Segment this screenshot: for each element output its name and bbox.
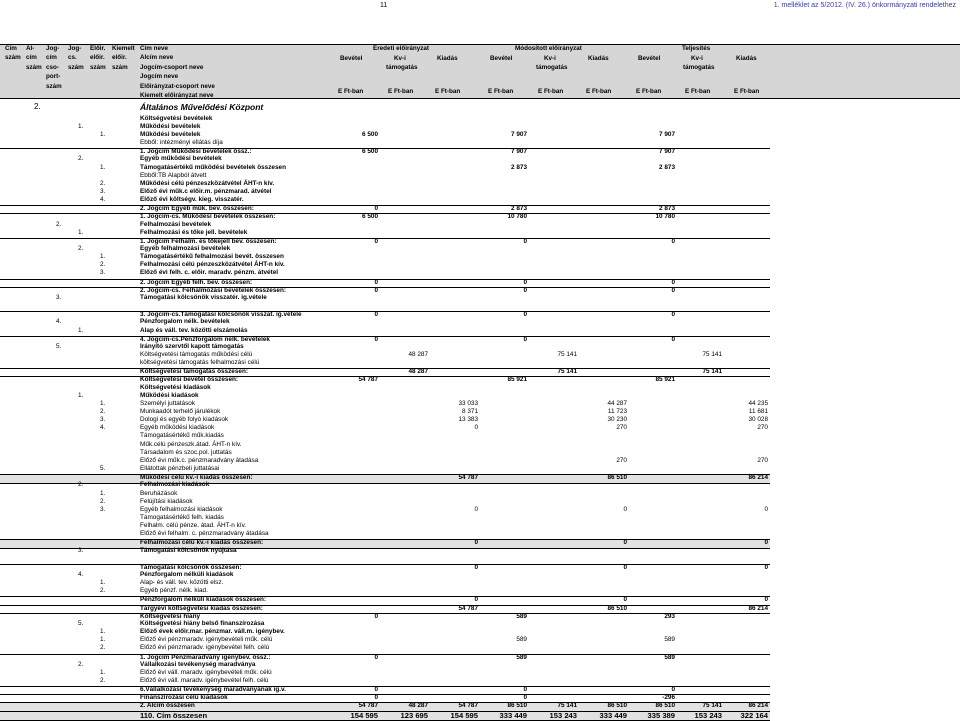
row-label: Alap és váll. tev. közötti elszámolás (140, 326, 248, 334)
table-row (140, 678, 770, 686)
section-number: 2. (34, 102, 41, 111)
table-row (140, 295, 770, 303)
row-value: 75 141 (702, 368, 722, 376)
row-value: 0 (374, 694, 378, 702)
row-number-l3: 2. (100, 408, 106, 415)
row-label: Egyéb felhalmozási bevételek (140, 245, 231, 252)
row-label: 1. Jogcím Működési bevételek össz.: (140, 148, 252, 156)
header-kiadas: Kiadás (437, 54, 458, 62)
row-value: 6 500 (362, 148, 378, 156)
header-bevetel: Bevétel (490, 54, 513, 62)
row-label: Támogatásértékű felh. kiadás (140, 513, 224, 521)
row-number-l3: 1. (100, 130, 106, 138)
header-col2: szám (26, 63, 42, 71)
row-number-l1: 4. (56, 318, 62, 326)
row-label: Ellátottak pénzbeli juttatásai (140, 465, 220, 473)
header-col4: Jog- (68, 45, 82, 52)
row-label: Költségvetési bevételek (140, 114, 213, 122)
header-col1: szám (5, 54, 21, 62)
row-label: Egyéb pénzf. nélk. kiad. (140, 587, 208, 595)
row-label: Támogatási kölcsönök visszatér. ig.vétele (140, 293, 267, 301)
row-value: 6 500 (362, 130, 378, 138)
header-kvi: Kv-i (394, 54, 406, 62)
row-label: Előző évi műk.c. pénzmaradvány átadása (140, 456, 259, 464)
row-number-l1: 2. (56, 220, 62, 228)
row-value: 0 (764, 539, 768, 547)
row-value: 11 723 (607, 408, 627, 415)
row-label: Egyéb működési bevételek (140, 155, 222, 163)
row-value: 0 (671, 286, 675, 294)
table-row (140, 132, 770, 140)
table-row (0, 711, 770, 721)
row-label: 1. Jogcím-cs. Működési bevételek összesen: (140, 213, 276, 221)
row-value: 10 780 (655, 213, 675, 221)
row-label: 2. Jogcím Egyéb műk. bev. összesen: (140, 205, 254, 213)
header-unit: E Ft-ban (388, 88, 414, 95)
row-value: 0 (523, 237, 527, 245)
header-unit: E Ft-ban (636, 88, 662, 95)
row-number-l3: 1. (100, 628, 106, 636)
row-value: 54 787 (358, 376, 378, 384)
row-label: 2. Jogcím-cs. Felhalmozási bevételek összesen: (140, 286, 286, 294)
header-unit: E Ft-ban (435, 88, 461, 95)
row-value: 54 787 (458, 604, 478, 612)
row-label: 3. Jogcím-cs.Támogatási kölcsönök visszat. ig.vétele (140, 311, 302, 319)
table-row (140, 499, 770, 507)
row-label: Felújítási kiadások (140, 497, 193, 505)
row-value: 0 (623, 505, 627, 513)
table-row (140, 360, 770, 368)
row-number-l3: 3. (100, 505, 106, 513)
table-row (140, 270, 770, 278)
annex-note: 1. melléklet az 5/2012. (IV. 26.) önkormányzati rendelethez (773, 2, 956, 9)
table-row (140, 197, 770, 205)
row-number-l3: 2. (100, 587, 106, 595)
row-value: 13 383 (458, 416, 478, 424)
row-label: Felhalmozási és tőke jell. bevételek (140, 228, 248, 236)
header-group-eredeti: Eredeti előirányzat (373, 45, 429, 52)
row-label: 1. Jogcím Pénzmaradvány igénybev. össz.: (140, 653, 271, 661)
row-number-l3: 5. (100, 465, 106, 473)
row-label: Működési bevételek (140, 122, 201, 130)
row-value: 6 500 (362, 213, 378, 221)
row-label: 2. Jogcím Egyéb felh. bev. összesen: (140, 278, 253, 286)
row-value: 0 (523, 286, 527, 294)
row-value: 0 (523, 686, 527, 694)
row-label: 1. Jogcím Felhalm. és tőkejell bev. összesen: (140, 237, 277, 245)
row-number-l3: 2. (100, 644, 106, 652)
header-col5: szám (90, 63, 106, 71)
row-value: 86 510 (507, 702, 527, 710)
row-value: 30 028 (748, 416, 768, 424)
header-unit: E Ft-ban (538, 88, 564, 95)
table-row (140, 531, 770, 539)
row-value: 0 (374, 653, 378, 661)
row-number-l3: 1. (100, 399, 106, 407)
table-row (140, 572, 770, 580)
row-value: 44 287 (607, 399, 627, 407)
row-value: 322 164 (740, 710, 768, 720)
row-label: Ebből: intézményi ellátás díja (140, 139, 223, 147)
table-row (140, 466, 770, 474)
row-value: 153 243 (549, 710, 577, 720)
row-number-l3: 1. (100, 163, 106, 171)
row-value: 0 (523, 278, 527, 286)
row-value: 75 141 (702, 350, 722, 358)
header-name: Alcím neve (140, 54, 174, 62)
row-value: 0 (474, 505, 478, 513)
header-name: Jogcím-csoport neve (140, 63, 204, 71)
row-value: 0 (671, 278, 675, 286)
row-number-l1: 5. (56, 342, 62, 350)
row-number-l2: 2. (78, 155, 84, 163)
row-label: Finanszírozási célú kiadások (140, 694, 228, 702)
table-row (140, 409, 770, 417)
row-number-l2: 2. (78, 660, 84, 668)
table-row (140, 230, 770, 238)
row-label: Költségvetési támogatás összesen: (140, 368, 248, 376)
row-value: 0 (374, 335, 378, 343)
row-value: 0 (523, 311, 527, 319)
table-row (140, 116, 770, 124)
row-value: 0 (623, 563, 627, 571)
row-label: Előző évi pénzmaradv. igénybevétel felh. célú (140, 644, 270, 652)
row-number-l2: 2. (78, 245, 84, 252)
row-number-l3: 3. (100, 187, 106, 195)
row-number-l2: 1. (78, 326, 84, 334)
header-kvi-tamogatas: támogatás (683, 64, 715, 71)
row-value: 86 510 (607, 474, 627, 482)
row-value: 0 (374, 278, 378, 286)
row-label: Előző évi költségv. kieg. visszatér. (140, 196, 244, 204)
row-value: 0 (764, 596, 768, 604)
header-group-modositott: Módosított előirányzat (515, 45, 582, 52)
row-value: 589 (664, 653, 675, 661)
row-value: 54 787 (458, 702, 478, 710)
row-value: 86 214 (748, 604, 768, 612)
row-label: Működési célú kv.-i kiadás összesen: (140, 474, 253, 482)
row-value: 0 (374, 311, 378, 319)
header-kvi: Kv-i (544, 54, 556, 62)
row-label: Költségvetési hiány belső finanszírozása (140, 619, 265, 627)
row-number-l2: 1. (78, 228, 84, 236)
row-value: 10 780 (507, 213, 527, 221)
row-label: Működési bevételek (140, 130, 201, 138)
header-col5: előir. (90, 54, 105, 62)
row-value: 0 (623, 596, 627, 604)
row-value: 0 (671, 335, 675, 343)
row-label: Előző évi felh. c. előir. maradv. pénzm. átvétel (140, 269, 279, 277)
row-value: 75 141 (557, 702, 577, 710)
row-value: 270 (757, 456, 768, 464)
row-number-l2: 1. (78, 122, 84, 130)
table-row (140, 140, 770, 148)
row-label: Egyéb működési kiadások (140, 424, 215, 432)
row-label: költségvetési támogatás felhalmozási célú (140, 359, 260, 367)
row-value: 0 (474, 424, 478, 432)
table-row (140, 124, 770, 132)
row-value: 270 (616, 456, 627, 464)
row-value: 85 921 (507, 376, 527, 384)
row-label: Dologi és egyéb folyó kiadások (140, 416, 229, 424)
row-value: 0 (764, 505, 768, 513)
row-label: Előző évi felhalm. c. pénzmaradvány átadása (140, 530, 269, 538)
row-value: 85 921 (655, 376, 675, 384)
header-kvi-tamogatas: támogatás (386, 64, 418, 71)
row-number-l3: 4. (100, 424, 106, 432)
row-value: 48 287 (408, 702, 428, 710)
header-kvi-tamogatas: támogatás (536, 64, 568, 71)
row-value: 154 595 (450, 710, 478, 720)
header-kvi: Kv-i (691, 54, 703, 62)
row-number-l3: 2. (100, 261, 106, 269)
header-name: Cím neve (140, 45, 168, 52)
table-row (140, 580, 770, 588)
row-label: Működési kiadások (140, 391, 199, 399)
row-label: Ebből:TB Alapból átvett (140, 171, 207, 179)
row-label: Támogatási kölcsönök nyújtása (140, 546, 237, 554)
row-label: Támogatásértékű felhalmozási bevét. összesen (140, 253, 284, 261)
row-label: Pénzforgalom nélküli kiadások összesen: (140, 596, 267, 604)
row-value: 48 287 (408, 350, 428, 358)
row-value: 2 873 (511, 163, 527, 171)
row-value: 0 (474, 596, 478, 604)
row-value: 54 787 (358, 702, 378, 710)
row-label: 6.Vállalkozási tevékenység maradványának ig.v. (140, 686, 286, 694)
row-label: Műk.célú pénzeszk.átad. ÁHT-n kív. (140, 440, 242, 448)
row-label: Társadalom és szoc.pol. juttatás (140, 448, 232, 456)
header-col3: cím (46, 54, 57, 62)
row-value: 0 (374, 286, 378, 294)
row-label: Alap- és váll. tev. közötti elsz. (140, 579, 224, 587)
row-value: 54 787 (458, 474, 478, 482)
table-row (140, 458, 770, 466)
row-value: 7 907 (511, 148, 527, 156)
row-number-l3: 4. (100, 196, 106, 204)
row-label: 110. Cím összesen (140, 710, 208, 720)
row-value: 30 230 (607, 416, 627, 424)
row-value: 154 595 (350, 710, 378, 720)
header-bevetel: Bevétel (340, 54, 363, 62)
section-title: Általános Művelődési Központ (140, 102, 264, 112)
row-number-l2: 3. (78, 546, 84, 554)
table-row (140, 507, 770, 515)
row-value: 86 510 (607, 702, 627, 710)
table-row (140, 393, 770, 401)
row-value: 270 (616, 424, 627, 432)
row-value: -296 (662, 694, 675, 702)
row-value: 75 141 (557, 350, 577, 358)
row-value: 0 (374, 237, 378, 245)
header-col6: szám (112, 63, 128, 71)
row-label: Támogatásértékű műk.kiadás (140, 432, 224, 440)
row-label: Pénzforgalom nélk. bevételek (140, 318, 230, 326)
row-label: Felhalmozási célú kv.-i kiadás összesen: (140, 539, 264, 547)
row-number-l3: 2. (100, 676, 106, 684)
row-number-l3: 2. (100, 179, 106, 187)
row-label: Támogatási kölcsönök összesen: (140, 563, 242, 571)
row-label: Felhalmozási bevételek (140, 220, 212, 228)
row-value: 86 214 (748, 474, 768, 482)
row-label: Előző évi pénzmaradv. igénybevételi műk. célú (140, 636, 273, 644)
row-label: Személyi juttatások (140, 399, 196, 407)
header-group-teljesites: Teljesítés (682, 45, 711, 52)
row-value: 0 (474, 563, 478, 571)
header-col2: Al- (26, 45, 35, 52)
row-value: 7 907 (659, 130, 675, 138)
row-label: Előző évi műk.c előir.m. pénzmarad. átvétel (140, 187, 272, 195)
table-row (140, 491, 770, 499)
header-col4: szám (68, 63, 84, 71)
row-value: 0 (764, 563, 768, 571)
header-name: Előirányzat-csoport neve (140, 82, 215, 90)
row-value: 293 (664, 612, 675, 620)
row-value: 86 214 (748, 702, 768, 710)
row-label: Felhalmozási célú pénzeszközátvétel ÁHT-n kív. (140, 261, 285, 269)
header-col3: port- (46, 73, 61, 81)
row-label: Egyéb felhalmozási kiadások (140, 505, 223, 513)
header-col1: Cím (5, 45, 17, 52)
table-row (140, 588, 770, 596)
row-label: Felhalmozási kiadások (140, 481, 210, 489)
row-label: Költségvetési hiány (140, 612, 201, 620)
row-value: 2 873 (659, 205, 675, 213)
row-value: 86 510 (607, 604, 627, 612)
row-number-l2: 4. (78, 571, 84, 578)
row-value: 333 449 (599, 710, 627, 720)
table-row (140, 645, 770, 653)
row-label: Előző évi váll. maradv. igénybevétel felh. célú (140, 676, 269, 684)
row-label: Felhalm. célú pénze. átad. ÁHT-n kív. (140, 522, 247, 530)
row-number-l3: 1. (100, 579, 106, 587)
row-number-l3: 1. (100, 253, 106, 261)
row-label: 4. Jogcím-cs.Pénzforgalom nélk. bevételek (140, 335, 270, 343)
table-header (0, 44, 960, 99)
row-value: 270 (757, 424, 768, 432)
row-value: 7 907 (659, 148, 675, 156)
header-unit: E Ft-ban (338, 88, 364, 95)
row-value: 589 (516, 653, 527, 661)
table-row (140, 328, 770, 336)
table-row (140, 165, 770, 173)
row-number-l3: 1. (100, 668, 106, 676)
row-value: 0 (374, 612, 378, 620)
table-row (140, 548, 770, 556)
table-row (140, 417, 770, 425)
row-label: Irányító szervtől kapott támogatás (140, 342, 244, 350)
row-value: 589 (516, 636, 527, 644)
header-col6: Kiemelt (112, 45, 135, 52)
row-value: 0 (523, 694, 527, 702)
row-value: 123 695 (400, 710, 428, 720)
row-number-l2: 5. (78, 619, 84, 627)
row-label: Költségvetési bevétel összesen: (140, 376, 239, 384)
row-label: Vállalkozási tevékenység maradványa (140, 660, 256, 668)
row-number-l3: 1. (100, 489, 106, 497)
row-value: 0 (671, 686, 675, 694)
row-value: 0 (474, 539, 478, 547)
row-value: 335 389 (647, 710, 675, 720)
table-row (140, 482, 770, 490)
row-value: 0 (671, 311, 675, 319)
row-value: 44 235 (748, 399, 768, 407)
row-label: Támogatásértékű működési bevételek összesen (140, 163, 286, 171)
header-col3: szám (46, 82, 62, 90)
row-number-l3: 3. (100, 416, 106, 424)
page-number: 11 (380, 2, 388, 9)
row-value: 333 449 (499, 710, 527, 720)
row-value: 153 243 (694, 710, 722, 720)
header-name: Jogcím neve (140, 73, 179, 81)
header-bevetel: Bevétel (638, 54, 661, 62)
row-value: 75 141 (702, 702, 722, 710)
header-name: Kiemelt előirányzat neve (140, 92, 214, 99)
table-row (140, 425, 770, 433)
header-col2: cím (26, 54, 37, 62)
row-number-l3: 1. (100, 636, 106, 644)
row-label: Működési célú pénzeszközátvétel ÁHT-n kív. (140, 179, 275, 187)
row-value: 0 (374, 686, 378, 694)
table-row (140, 401, 770, 409)
row-label: Előző évi váll. maradv. igénybevételi műk. célú (140, 668, 272, 676)
row-label: Tárgyévi költségvetési kiadás összesen: (140, 604, 263, 612)
row-number-l2: 2. (78, 481, 84, 489)
row-value: 589 (516, 612, 527, 620)
row-value: 7 907 (511, 130, 527, 138)
row-value: 11 681 (748, 408, 768, 415)
row-value: 75 141 (557, 368, 577, 376)
header-col4: cs. (68, 54, 77, 62)
row-value: 0 (374, 205, 378, 213)
header-unit: E Ft-ban (586, 88, 612, 95)
header-unit: E Ft-ban (685, 88, 711, 95)
row-value: 2 873 (659, 163, 675, 171)
row-label: Pénzforgalom nélküli kiadások (140, 571, 234, 578)
row-number-l3: 3. (100, 269, 106, 277)
row-value: 8 371 (462, 408, 478, 415)
header-unit: E Ft-ban (488, 88, 514, 95)
header-kiadas: Kiadás (736, 54, 757, 62)
header-col5: Előir. (90, 45, 106, 52)
row-label: Költségvetési kiadások (140, 383, 211, 391)
row-value: 2 873 (511, 205, 527, 213)
row-label: Előző évek előir.mar. pénzmar. váll.m. igénybev. (140, 628, 285, 636)
row-number-l2: 1. (78, 391, 84, 399)
row-number-l1: 3. (56, 293, 62, 301)
row-label: Beruházások (140, 489, 178, 497)
header-unit: E Ft-ban (734, 88, 760, 95)
header-col3: Jog- (46, 45, 60, 52)
row-value: 0 (671, 237, 675, 245)
row-value: 0 (623, 539, 627, 547)
row-value: 33 033 (458, 399, 478, 407)
row-value: 0 (523, 335, 527, 343)
row-label: Költségvetési támogatás működési célú (140, 350, 253, 358)
row-number-l3: 2. (100, 497, 106, 505)
row-label: Munkaadót terhelő járulékok (140, 408, 221, 415)
row-value: 589 (664, 636, 675, 644)
header-kiadas: Kiadás (588, 54, 609, 62)
table-row (140, 442, 770, 450)
table-row (140, 385, 770, 393)
header-col3: cso- (46, 63, 59, 71)
row-value: 86 510 (655, 702, 675, 710)
row-label: 2. Alcím összesen (140, 702, 195, 710)
header-col6: előir. (112, 54, 127, 62)
row-value: 48 287 (408, 368, 428, 376)
